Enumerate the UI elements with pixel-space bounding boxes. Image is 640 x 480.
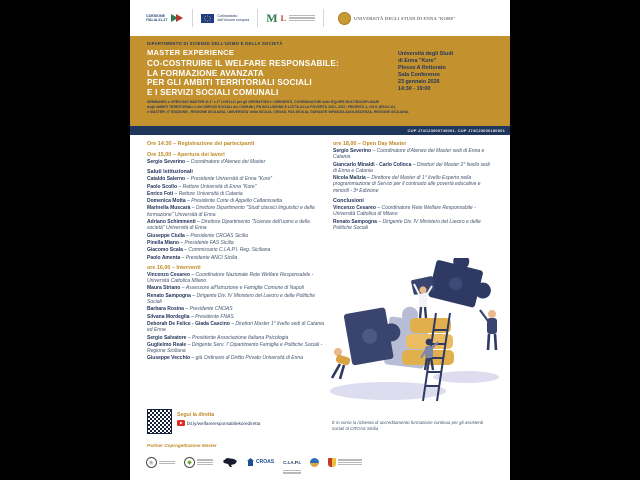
ministero-monogram: M: [266, 11, 278, 25]
eu-label1: Cofinanziato: [217, 13, 238, 18]
teamwork-puzzle-illustration: [326, 258, 504, 410]
live-label: Segui la diretta: [177, 412, 215, 418]
speaker-entry: Deborah De Felice - Giada Cascino – Direttori Master 1° livello sedi di Catania ed Enna: [147, 320, 325, 334]
speaker-entry: Marinella Muscarà – Direttore Dipartimento "Studi classici linguistici e della formazione" Università di Enna: [147, 205, 315, 218]
conclusions-speakers: [333, 205, 491, 231]
program-left-column: [147, 141, 325, 363]
unict-logo: [146, 457, 175, 468]
opening-heading: Ore 15,00 – Apertura dei lavori: [147, 152, 225, 158]
text-line: degli AMBITI TERRITORIALI e dei SERVIZI SOCIALI dei COMUNI | PN INCLUSIONE E LOTTA ALLA POVERTÀ 2021–2027, PRIORITÀ 1, OS K (ESO4.11): [147, 104, 396, 109]
unict-seal-icon: 🐘: [146, 457, 157, 468]
ordine-assistenti-sociali-logo: [184, 457, 213, 468]
openday-speakers: [333, 148, 491, 194]
speaker-entry: Vincenzo Cesareo – Coordinatore Nazionale Rete Welfare Responsabile - Università Cattolica Milano: [147, 271, 314, 285]
unikore-seal-icon: [338, 12, 351, 25]
text-line: PER GLI AMBITI TERRITORIALI SOCIALI: [147, 78, 312, 88]
eu-cofunded-logo: [201, 14, 249, 23]
text-line: SEMINARIO e OPEN DAY MASTER di 1° e 2° LIVELLO per gli OPERATORI e i DIRIGENTI, COORDINATORI delle ÉQUIPE MULTIDISCIPLINARI: [147, 100, 380, 105]
conclusions-heading: Conclusioni: [333, 198, 364, 205]
speaker-entry: Enrico Foti – Rettore Università di Catania: [147, 190, 243, 197]
text-line: 23 gennaio 2026: [398, 79, 440, 85]
title-banner: [130, 36, 510, 126]
garante-infanzia-logo: [328, 458, 362, 467]
coesione-label2: ITALIA 21-27: [146, 18, 168, 22]
croas-label: CROAS: [256, 459, 275, 466]
speaker-entry: Paolo Scollo – Rettore Università di Enna "Kore": [147, 183, 257, 190]
text-line: Plesso A Rettorato: [398, 65, 446, 71]
accreditation-note: È in corso la richiesta di accreditamento formazione continua per gli assistenti sociali al CROAS Sicilia: [332, 420, 484, 431]
ciapi-label: C.I.A.P.I.: [283, 460, 302, 465]
speaker-entry: Nicola Malizia – Direttore del Master di 1° livello Esperto nella programmazione di Servizi per il contrasto alle povertà educative e minorili - 3ª Edizione: [333, 175, 481, 194]
speaker-entry: Sergio Salvatore – Presidente Associazione Italiana Psicologia: [147, 334, 289, 341]
cup-codes-bar: [130, 126, 510, 135]
livestream-link[interactable]: bit.ly/welfareresponsabilekorediretta: [187, 420, 261, 426]
speaker-entry: Guglielmo Reale – Dirigente Serv. 7 Dipartimento Famiglia e Politiche Sociali - Regione Siciliana: [147, 341, 323, 355]
speaker-entry: Vincenzo Cesareo – Coordinatore Rete Welfare Responsabile - Università Cattolica di Milano: [333, 205, 476, 218]
text-line: Sala Conferenze: [398, 72, 440, 78]
unikore-label: UNIVERSITÀ DEGLI STUDI DI ENNA "KORE": [353, 15, 456, 21]
ministero-monogram-l: L: [280, 13, 286, 23]
partners-section: [130, 443, 510, 474]
ministero-text-bars: [289, 15, 315, 21]
divider: [257, 9, 258, 27]
speaker-entry: Cataldo Salerno – Presidente Università di Enna "Kore": [147, 176, 273, 183]
speaker-entry: Domenica Motta – Presidente Corte di Appello Caltanissetta: [147, 198, 283, 205]
ordine-seal-icon: 🌳: [184, 457, 195, 468]
speaker-entry: Adriano Schimmenti – Direttore Dipartimento "Scienze dell'uomo e della società" Università di Enna: [147, 219, 310, 232]
registration-heading: Ore 14:30 – Registrazione dei partecipanti: [147, 141, 255, 147]
livestream-block: [147, 409, 260, 434]
speaker-entry: Renato Sampogna – Dirigente Div. IV Ministero del Lavoro e delle Politiche Sociali: [147, 292, 316, 306]
consorzio-logo-icon: [310, 458, 319, 467]
eu-label2: dall'Unione europea: [217, 18, 250, 22]
text-line: Università degli Studi: [398, 51, 454, 57]
qr-code: [147, 409, 172, 434]
speaker-entry: Silvana Mordeglia – Presidente FNAS: [147, 313, 234, 320]
program-label: MASTER EXPERIENCE: [147, 48, 235, 57]
ministero-lavoro-logo: [266, 12, 315, 24]
text-line: e MASTER: 3° EDIZIONE - REGIONE SICILIANA, UNIVERSITA' della SICILIA, CROAS, FAS SICILIA, GARANTE INFANZIA ADOLESCENZA, REGIONE SICILIANA: [147, 109, 409, 114]
seminar-fineprint: [147, 100, 497, 114]
text-line: CO-COSTRUIRE IL WELFARE RESPONSABILE:: [147, 59, 339, 68]
greetings-heading: Saluti Istituzionali: [147, 169, 193, 176]
text-line: di Enna "Kore": [398, 58, 437, 64]
speaker-entry: Renato Sampogna – Dirigente Div. IV Ministero del Lavoro e delle Politiche Sociali: [333, 218, 481, 231]
youtube-icon: [177, 420, 185, 426]
speaker-entry: Sergio Severino – Coordinatore d'Ateneo dei Master sedi di Enna e Catania: [333, 148, 485, 161]
coesione-italia-logo: [146, 12, 184, 24]
cup-codes: CUP J74C23000740001- CUP J74C23000180001: [407, 128, 505, 133]
sicilia-map-icon: [222, 457, 238, 468]
venue-date-block: [398, 51, 498, 93]
talks-heading: ore 16,00 – Interventi: [147, 264, 201, 271]
speaker-entry: Pinella Miano – Presidente FAS Sicilia: [147, 239, 234, 246]
croas-logo: [247, 458, 274, 466]
ciapi-logo: [283, 451, 301, 474]
openday-heading: ore 18,00 – Open Day Master: [333, 141, 407, 147]
text-line: E I SERVIZI SOCIALI COMUNALI: [147, 87, 279, 97]
unikore-logo: [338, 12, 456, 25]
institutional-logos-strip: [130, 0, 510, 36]
speaker-entry: Giacomo Scala – Commissario C.I.A.P.I. Reg. Siciliana: [147, 247, 271, 254]
speaker-entry: Sergio Severino – Coordinatore d'Ateneo dei Master: [147, 159, 266, 165]
opening-speakers: [147, 159, 325, 165]
speaker-entry: Paolo Amenta – Presidente ANCI Sicilia: [147, 254, 238, 261]
divider: [192, 9, 193, 27]
talks-speakers: [147, 272, 325, 362]
regione-siciliana-shield-icon: [328, 458, 336, 467]
partner-logos-row: [146, 451, 510, 474]
divider: [323, 9, 324, 27]
text-line: LA FORMAZIONE AVANZATA: [147, 68, 264, 78]
speaker-entry: Giuseppe Ciulla – Presidente CROAS Sicilia: [147, 232, 248, 239]
coesione-chevron-icon: [170, 12, 184, 24]
speaker-entry: Maura Striano – Assessore all'Istruzione e Famiglie Comune di Napoli: [147, 285, 304, 292]
event-poster: [130, 0, 510, 480]
speaker-entry: Giancarlo Minaldi - Carlo Colloca – Direttori dei Master 2° livello sedi di Enna e Catania: [333, 161, 490, 174]
eu-flag-icon: [201, 14, 214, 23]
partners-heading: Partner Coprogettazione Master: [147, 443, 217, 448]
speaker-entry: Giuseppe Vecchio – già Ordinario di Diritto Privato Università di Enna: [147, 355, 303, 362]
coesione-label: COESIONE: [146, 13, 165, 18]
greetings-speakers: [147, 176, 325, 261]
speaker-entry: Barbara Rosina – Presidente CNOAS: [147, 306, 233, 313]
text-line: 14:30 - 19:00: [398, 86, 431, 92]
department-label: DIPARTIMENTO DI SCIENZE DELL'UOMO E DELLA SOCIETÀ: [147, 41, 283, 46]
